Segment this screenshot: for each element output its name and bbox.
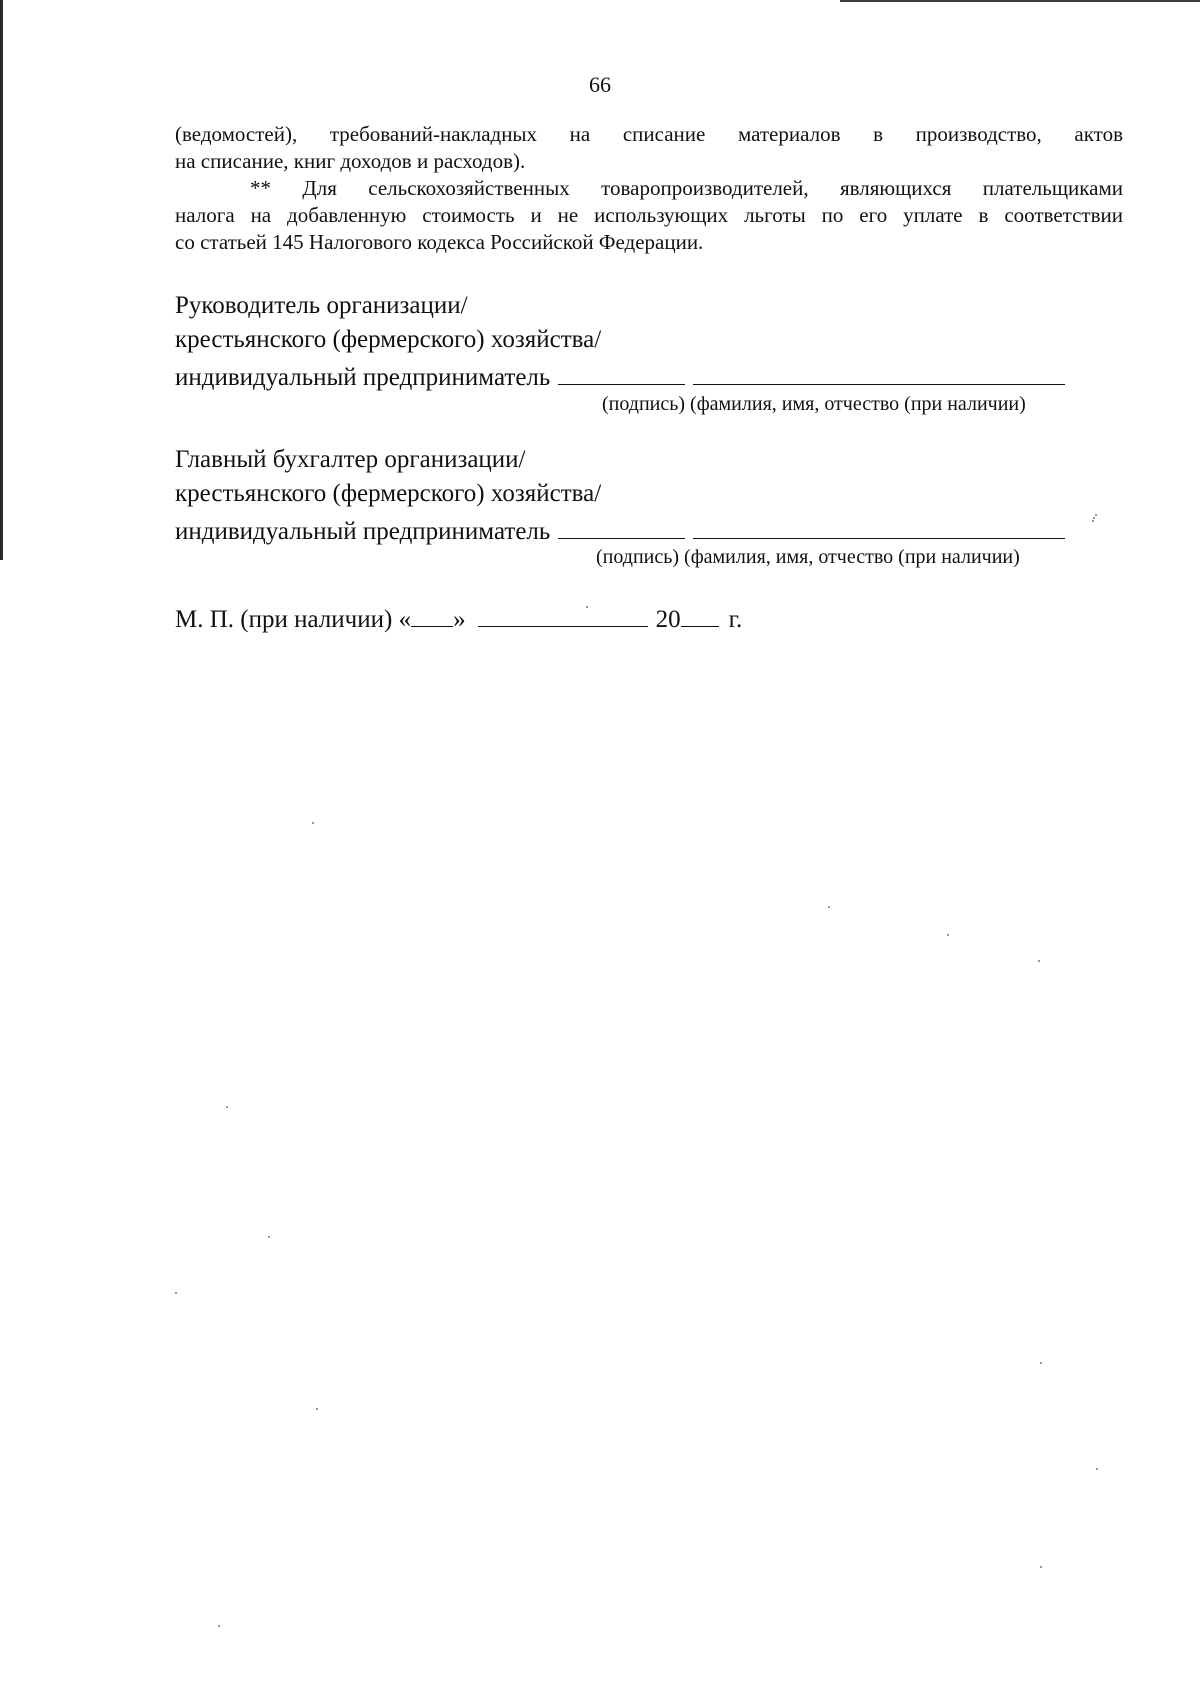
accountant-signature-block [175,443,1123,545]
accountant-signature-caption: (подпись) (фамилия, имя, отчество (при наличии) [596,546,1020,568]
day-field[interactable] [411,599,453,627]
scan-speck [1096,1468,1098,1470]
footnote-line: со статьей 145 Налогового кодекса Российской Федерации. [175,230,704,254]
scan-speck [586,606,588,608]
head-title-line: Руководитель организации/ [175,292,468,319]
scan-speck [1093,517,1095,519]
scan-speck [1040,1566,1042,1568]
head-name-field[interactable] [693,357,1065,385]
scan-speck [312,822,314,824]
year-field[interactable] [681,599,719,627]
footnote-line: на списание, книг доходов и расходов). [175,149,526,173]
footnote-line: налога на добавленную стоимость и не использующих льготы по его уплате в соответствии [175,203,1123,227]
scan-speck [1038,960,1040,962]
footnote-line: ** Для сельскохозяйственных товаропроизводителей, являющихся плательщиками [250,176,1123,200]
accountant-title-line: крестьянского (фермерского) хозяйства/ [175,480,602,507]
scan-speck [226,1106,228,1108]
scan-speck [316,1408,318,1410]
footnote-line: (ведомостей), требований-накладных на списание материалов в производство, актов [175,122,1123,146]
year-prefix: 20 [655,606,681,633]
head-title-text: индивидуальный предприниматель [175,364,551,391]
accountant-title-text: индивидуальный предприниматель [175,518,551,545]
scan-speck [175,1292,177,1294]
scan-speck [218,1625,220,1627]
scan-speck [268,1236,270,1238]
head-title-line: крестьянского (фермерского) хозяйства/ [175,326,602,353]
seal-prefix: М. П. (при наличии) « [175,606,412,633]
accountant-name-field[interactable] [693,511,1065,539]
scan-speck [828,906,830,908]
month-field[interactable] [478,599,648,627]
scan-speck [1095,514,1097,516]
head-signature-block [175,289,1123,391]
scan-edge-top [840,0,1200,2]
accountant-title-line: Главный бухгалтер организации/ [175,446,526,473]
seal-date-line [175,599,742,634]
accountant-title-line [175,511,1123,545]
footnote [175,121,1123,256]
accountant-signature-field[interactable] [558,511,685,539]
scan-speck [1092,520,1094,522]
page-number: 66 [589,72,611,97]
head-signature-caption: (подпись) (фамилия, имя, отчество (при наличии) [602,393,1026,415]
scan-speck [1040,1362,1042,1364]
head-signature-field[interactable] [558,357,685,385]
scan-speck [947,934,949,936]
year-suffix: г. [728,606,743,633]
head-title-line [175,357,1123,391]
close-quote: » [453,606,466,633]
